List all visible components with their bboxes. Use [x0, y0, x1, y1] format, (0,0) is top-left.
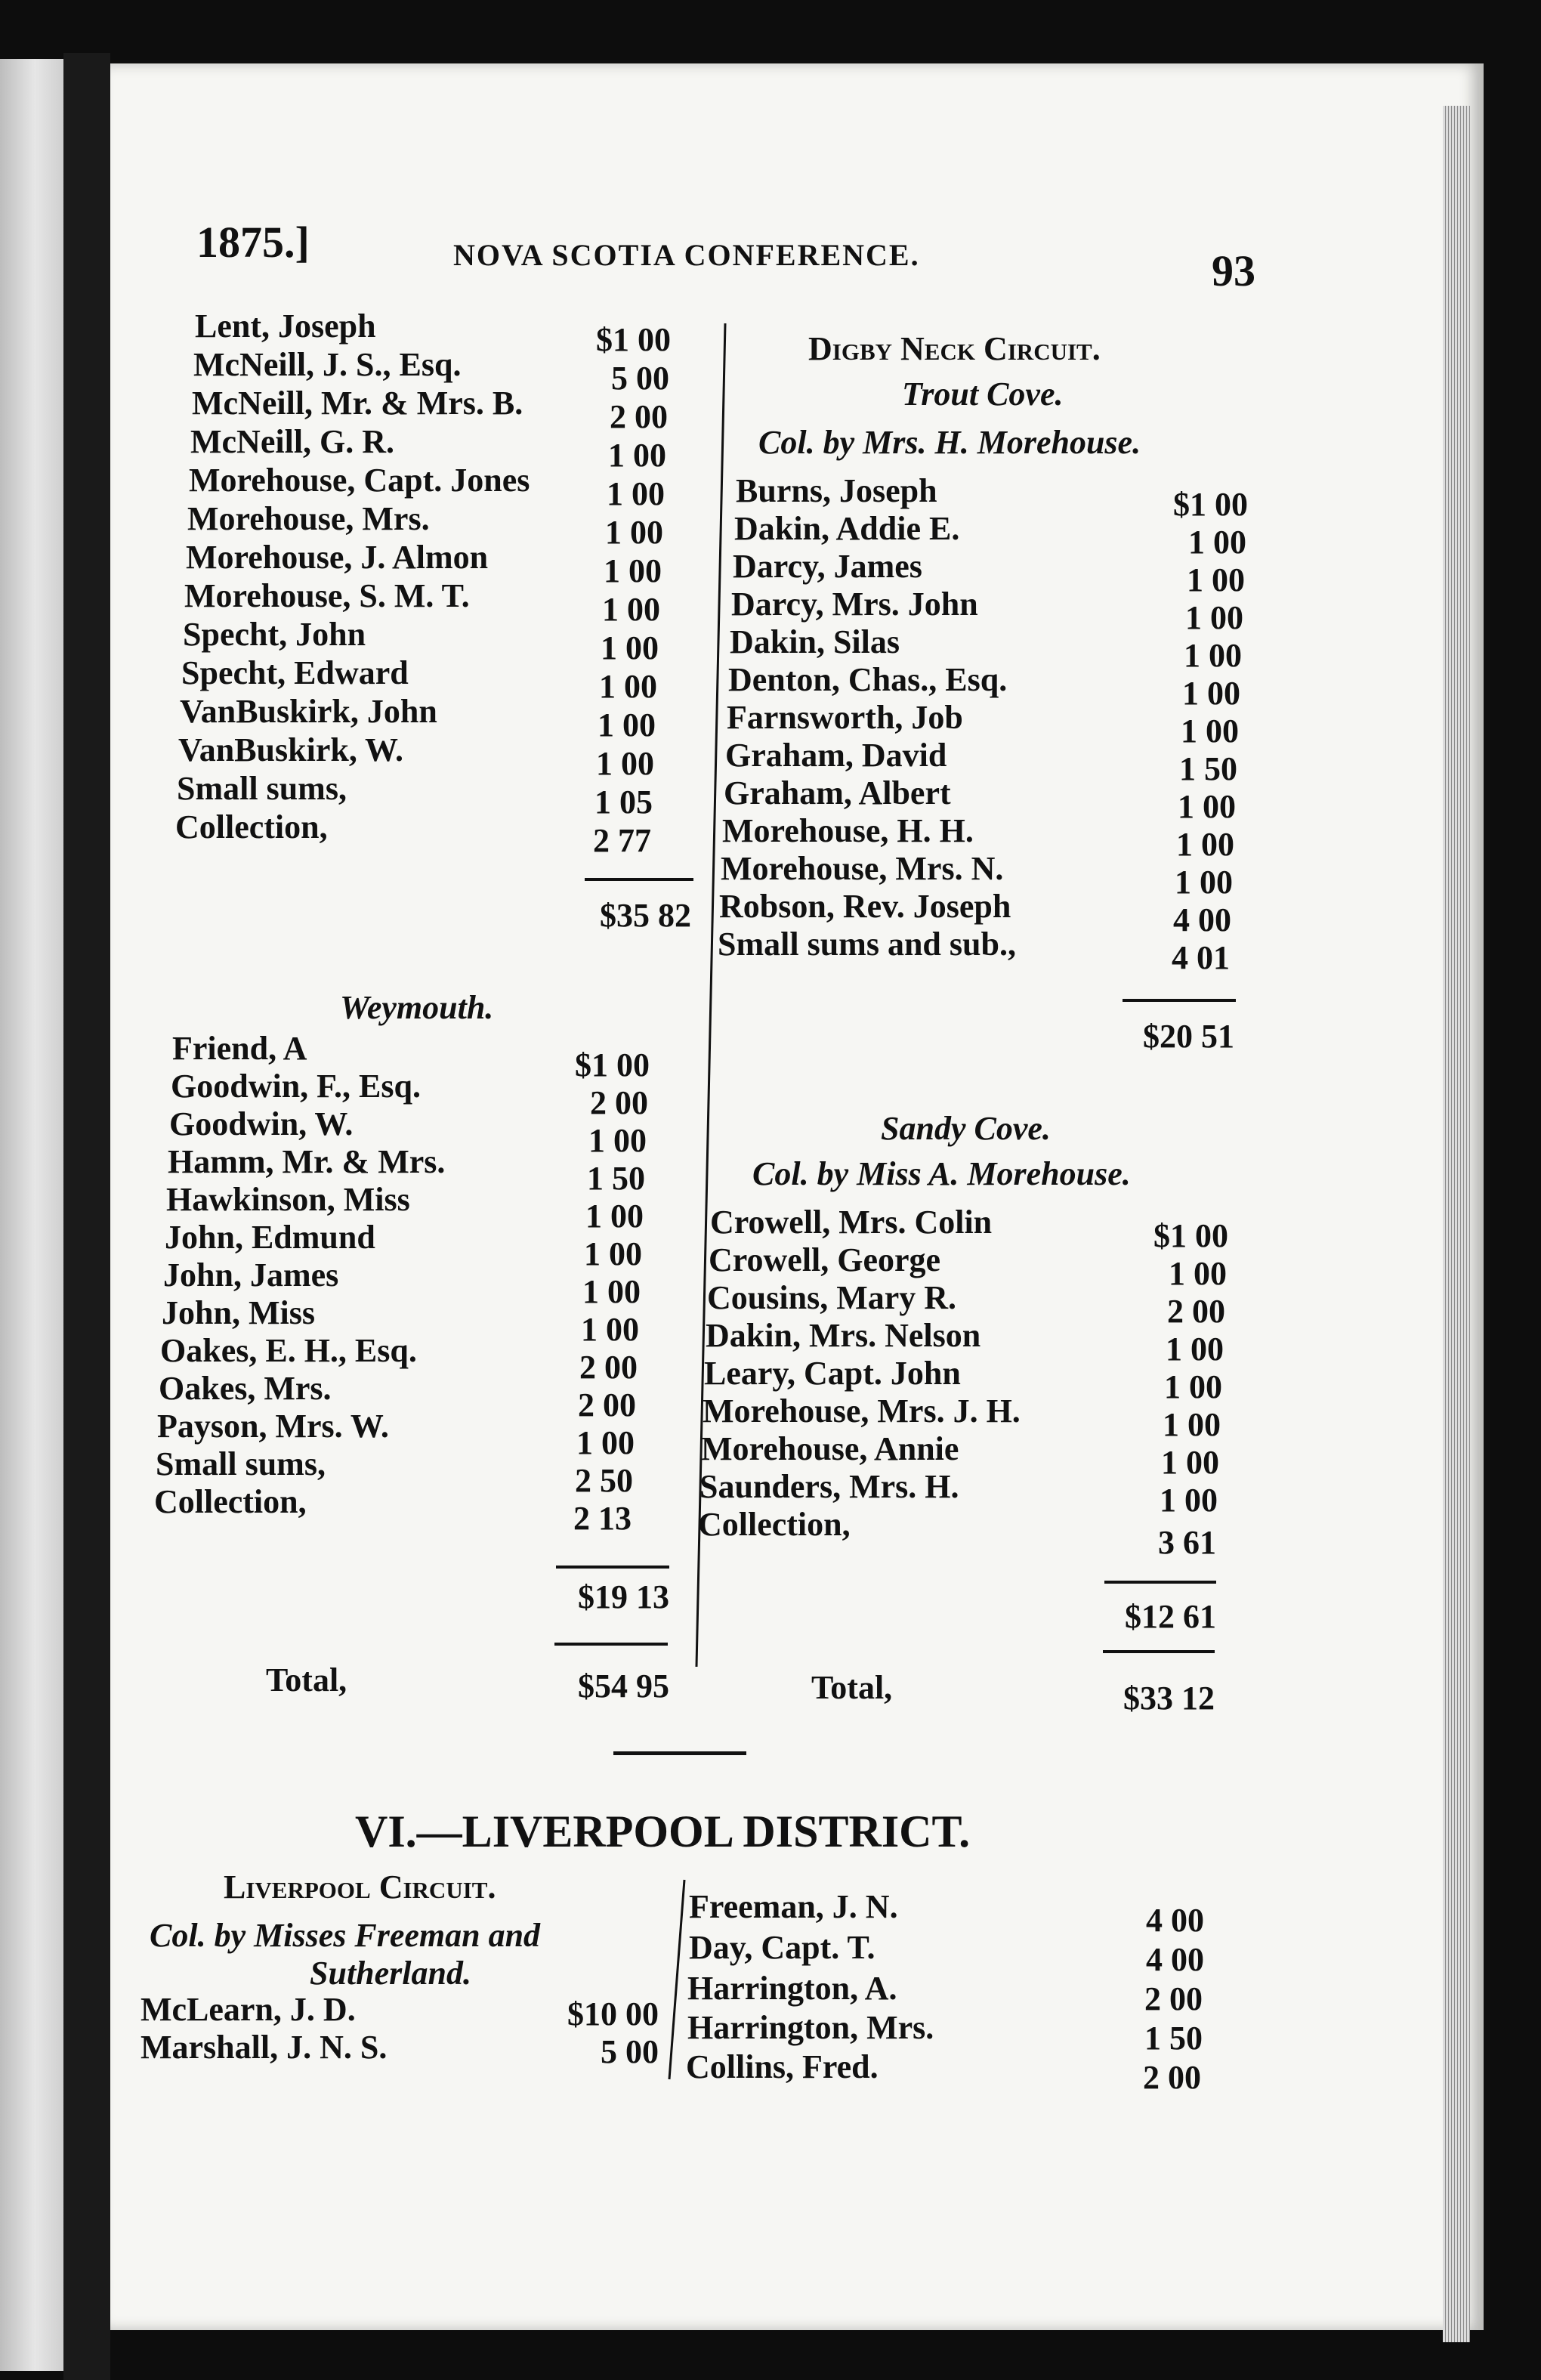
entry-amount: 1 00 — [1184, 637, 1242, 674]
entry-name: Robson, Rev. Joseph — [719, 888, 1011, 925]
entry-name: Graham, David — [725, 737, 947, 774]
entry-amount: 1 00 — [1181, 712, 1239, 750]
entry-name: John, Miss — [162, 1294, 315, 1331]
entry-name: Specht, Edward — [181, 654, 409, 691]
entry-name: Leary, Capt. John — [704, 1355, 961, 1392]
entry-amount: 1 00 — [582, 1273, 641, 1310]
entry-name: Harrington, A. — [687, 1970, 897, 2007]
left-total: $54 95 — [578, 1668, 669, 1705]
entry-amount: 1 05 — [594, 784, 653, 821]
entry-name: Small sums and sub., — [718, 926, 1016, 963]
entry-amount: 1 50 — [1179, 750, 1237, 787]
entry-name: Morehouse, J. Almon — [186, 539, 489, 576]
entry-amount: 2 00 — [610, 398, 668, 435]
entry-amount: 1 00 — [588, 1122, 647, 1159]
entry-amount: $1 00 — [1153, 1217, 1228, 1254]
entry-name: Dakin, Addie E. — [734, 510, 960, 547]
entry-amount: 2 00 — [578, 1386, 636, 1423]
entry-amount: 1 00 — [1185, 599, 1243, 636]
trout-cove-collector: Col. by Mrs. H. Morehouse. — [758, 424, 1141, 461]
entry-name: John, James — [163, 1256, 339, 1294]
entry-name: Small sums, — [156, 1445, 326, 1482]
entry-amount: 2 50 — [575, 1462, 633, 1499]
entry-amount: 1 00 — [1188, 524, 1246, 561]
entry-name: Saunders, Mrs. H. — [699, 1468, 959, 1505]
right-total: $33 12 — [1123, 1680, 1215, 1717]
entry-amount: 2 00 — [590, 1084, 648, 1121]
entry-name: Oakes, Mrs. — [159, 1370, 332, 1407]
entry-name: Marshall, J. N. S. — [141, 2029, 388, 2066]
liverpool-circuit-heading: Liverpool Circuit. — [224, 1868, 496, 1906]
header-page-number: 93 — [1212, 246, 1255, 295]
entry-name: Dakin, Silas — [730, 623, 900, 660]
entry-amount: 1 00 — [596, 745, 654, 782]
left-continued-subtotal: $35 82 — [600, 897, 691, 934]
entry-amount: 1 00 — [581, 1311, 639, 1348]
entry-amount: 5 00 — [611, 360, 669, 397]
entry-name: VanBuskirk, John — [180, 693, 437, 730]
entry-amount: 4 00 — [1146, 1902, 1204, 1939]
entry-amount: 1 00 — [605, 514, 663, 551]
entry-name: Dakin, Mrs. Nelson — [706, 1317, 981, 1354]
entry-amount: 1 00 — [1163, 1406, 1221, 1443]
trout-cove-subtotal: $20 51 — [1143, 1018, 1234, 1055]
entry-amount: $1 00 — [1173, 486, 1248, 523]
entry-name: Collins, Fred. — [686, 2048, 879, 2085]
entry-name: Payson, Mrs. W. — [157, 1408, 389, 1445]
entry-amount: $1 00 — [596, 321, 671, 358]
left-total-label: Total, — [266, 1661, 347, 1698]
weymouth-heading: Weymouth. — [340, 989, 494, 1026]
entry-name: McNeill, G. R. — [190, 423, 395, 460]
district-heading: VI.—LIVERPOOL DISTRICT. — [355, 1807, 971, 1856]
entry-name: Lent, Joseph — [195, 308, 376, 345]
entry-amount: 3 61 — [1158, 1524, 1216, 1561]
subtotal-rule — [1104, 1581, 1216, 1584]
entry-name: Morehouse, H. H. — [722, 812, 974, 849]
entry-name: Oakes, E. H., Esq. — [160, 1332, 417, 1369]
entry-amount: 1 50 — [1144, 2020, 1203, 2057]
liverpool-collector-line1: Col. by Misses Freeman and — [150, 1917, 541, 1954]
trout-cove-heading: Trout Cove. — [902, 376, 1064, 413]
entry-amount: 2 77 — [593, 822, 651, 859]
entry-amount: 5 00 — [601, 2033, 659, 2070]
entry-amount: 1 00 — [1176, 826, 1234, 863]
entry-amount: 2 00 — [1143, 2059, 1201, 2096]
entry-amount: 1 00 — [602, 591, 660, 628]
entry-amount: 1 00 — [607, 475, 665, 512]
entry-amount: 1 00 — [1166, 1331, 1224, 1368]
entry-amount: 2 13 — [573, 1500, 632, 1537]
entry-amount: 1 00 — [1178, 788, 1236, 825]
entry-amount: 1 00 — [576, 1424, 635, 1461]
entry-name: Morehouse, S. M. T. — [184, 577, 470, 614]
entry-name: Crowell, George — [709, 1241, 941, 1278]
section-rule — [613, 1751, 746, 1755]
entry-name: McLearn, J. D. — [141, 1991, 356, 2028]
entry-name: McNeill, J. S., Esq. — [193, 346, 462, 383]
entry-name: Morehouse, Mrs. N. — [721, 850, 1004, 887]
entry-amount: 1 00 — [598, 706, 656, 743]
entry-name: Collection, — [698, 1506, 851, 1543]
entry-name: McNeill, Mr. & Mrs. B. — [192, 385, 523, 422]
digby-neck-circuit-heading: Digby Neck Circuit. — [808, 330, 1101, 367]
entry-name: Specht, John — [183, 616, 366, 653]
subtotal-rule — [1123, 999, 1236, 1002]
entry-name: Darcy, James — [733, 548, 922, 585]
entry-amount: 1 00 — [599, 668, 657, 705]
entry-name: Darcy, Mrs. John — [731, 586, 978, 623]
entry-amount: 1 00 — [1169, 1255, 1227, 1292]
entry-name: Farnsworth, Job — [727, 699, 963, 736]
entry-name: John, Edmund — [165, 1219, 375, 1256]
subtotal-rule — [1103, 1650, 1215, 1653]
entry-amount: 1 00 — [608, 437, 666, 474]
entry-name: Morehouse, Mrs. — [187, 500, 430, 537]
sandy-cove-collector: Col. by Miss A. Morehouse. — [752, 1155, 1131, 1192]
entry-name: Small sums, — [177, 770, 347, 807]
sandy-cove-subtotal: $12 61 — [1125, 1598, 1216, 1635]
entry-name: Friend, A — [172, 1030, 307, 1067]
entry-amount: 1 00 — [1187, 561, 1245, 598]
header-title: NOVA SCOTIA CONFERENCE. — [453, 238, 920, 272]
entry-amount: 1 00 — [1175, 864, 1233, 901]
entry-amount: 1 50 — [587, 1160, 645, 1197]
entry-amount: 2 00 — [1167, 1293, 1225, 1330]
entry-amount: 1 00 — [604, 552, 662, 589]
entry-name: Morehouse, Mrs. J. H. — [703, 1392, 1021, 1430]
entry-name: Hawkinson, Miss — [166, 1181, 410, 1218]
weymouth-subtotal: $19 13 — [578, 1578, 669, 1615]
entry-name: Denton, Chas., Esq. — [728, 661, 1008, 698]
entry-amount: 1 00 — [1161, 1444, 1219, 1481]
entry-amount: 1 00 — [1160, 1482, 1218, 1519]
entry-amount: 2 00 — [579, 1349, 638, 1386]
entry-name: Freeman, J. N. — [689, 1888, 898, 1925]
entry-amount: 1 00 — [585, 1198, 644, 1235]
entry-name: Hamm, Mr. & Mrs. — [168, 1143, 446, 1180]
entry-name: Cousins, Mary R. — [707, 1279, 957, 1316]
liverpool-collector-line2: Sutherland. — [310, 1955, 471, 1992]
entry-name: Morehouse, Capt. Jones — [189, 462, 530, 499]
right-total-label: Total, — [811, 1669, 893, 1706]
entry-name: Collection, — [154, 1483, 307, 1520]
entry-amount: 4 00 — [1173, 901, 1231, 938]
entry-name: Burns, Joseph — [736, 472, 937, 509]
entry-amount: 2 00 — [1144, 1980, 1203, 2017]
entry-name: Graham, Albert — [724, 774, 951, 811]
entry-name: Collection, — [175, 808, 328, 845]
entry-amount: 4 01 — [1172, 939, 1230, 976]
sandy-cove-heading: Sandy Cove. — [881, 1110, 1051, 1147]
entry-name: Goodwin, W. — [169, 1105, 354, 1142]
entry-name: Harrington, Mrs. — [687, 2009, 934, 2046]
entry-name: Day, Capt. T. — [689, 1929, 875, 1966]
entry-name: VanBuskirk, W. — [178, 731, 404, 768]
entry-amount: 1 00 — [601, 629, 659, 666]
entry-amount: 1 00 — [1182, 675, 1240, 712]
header-year: 1875.] — [196, 218, 310, 267]
entry-name: Goodwin, F., Esq. — [171, 1068, 421, 1105]
entry-amount: $1 00 — [575, 1046, 650, 1083]
entry-name: Morehouse, Annie — [701, 1430, 959, 1467]
entry-name: Crowell, Mrs. Colin — [710, 1204, 993, 1241]
entry-amount: $10 00 — [567, 1995, 659, 2032]
entry-amount: 4 00 — [1146, 1941, 1204, 1978]
entry-amount: 1 00 — [584, 1235, 642, 1272]
entry-amount: 1 00 — [1164, 1368, 1222, 1405]
